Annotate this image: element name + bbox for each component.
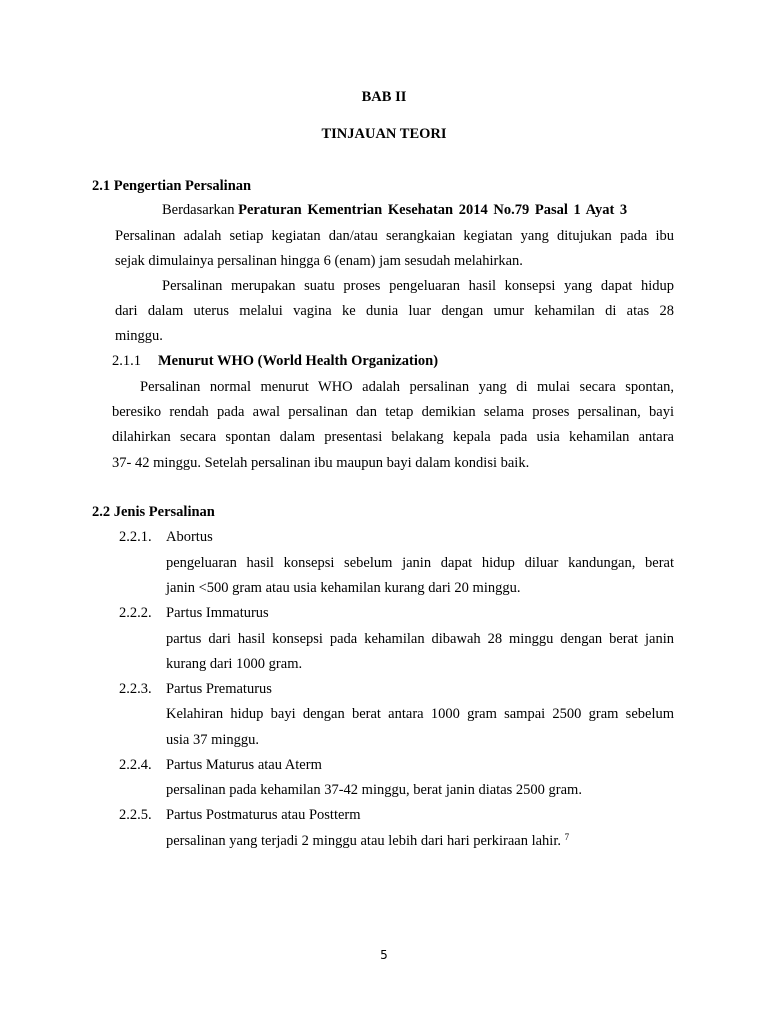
paragraph-line: dari dalam uterus melalui vagina ke dunia luar dengan umur kehamilan di atas 28 <box>115 303 674 319</box>
paragraph-line <box>162 201 627 219</box>
list-item-text: Kelahiran hidup bayi dengan berat antara 1000 gram sampai 2500 gram sebelum <box>166 706 674 722</box>
list-item-text: kurang dari 1000 gram. <box>166 656 303 672</box>
footnote-marker: 7 <box>564 832 570 842</box>
list-item-number: 2.2.2. <box>119 605 152 621</box>
page-number: 5 <box>380 948 388 962</box>
list-item-number: 2.2.3. <box>119 681 152 697</box>
section-heading: 2.2 Jenis Persalinan <box>92 504 215 520</box>
list-item-number: 2.2.1. <box>119 529 152 545</box>
paragraph-line: Persalinan normal menurut WHO adalah persalinan yang di mulai secara spontan, <box>140 379 674 395</box>
chapter-title: TINJAUAN TEORI <box>321 126 447 142</box>
list-item-text: usia 37 minggu. <box>166 732 260 748</box>
paragraph-line: 37- 42 minggu. Setelah persalinan ibu maupun bayi dalam kondisi baik. <box>112 455 530 471</box>
list-item-text: persalinan pada kehamilan 37-42 minggu, berat janin diatas 2500 gram. <box>166 782 582 798</box>
regulation-reference: Peraturan Kementrian Kesehatan 2014 No.79 Pasal 1 Ayat 3 <box>238 202 628 218</box>
section-heading: 2.1 Pengertian Persalinan <box>92 178 252 194</box>
chapter-heading: BAB II <box>361 89 407 105</box>
list-item-number: 2.2.4. <box>119 757 152 773</box>
subsection-heading: Menurut WHO (World Health Organization) <box>158 353 439 369</box>
paragraph-line: sejak dimulainya persalinan hingga 6 (enam) jam sesudah melahirkan. <box>115 253 523 269</box>
list-item-title: Partus Immaturus <box>166 605 269 621</box>
paragraph-line: minggu. <box>115 328 163 344</box>
list-item-title: Abortus <box>166 529 213 545</box>
list-item-text-line <box>166 832 569 850</box>
list-item-title: Partus Prematurus <box>166 681 272 697</box>
list-item-number: 2.2.5. <box>119 807 152 823</box>
list-item-text: partus dari hasil konsepsi pada kehamilan dibawah 28 minggu dengan berat janin <box>166 631 674 647</box>
paragraph-line: dilahirkan secara spontan dalam presentasi belakang kepala pada usia kehamilan antara <box>112 429 674 445</box>
list-item-title: Partus Postmaturus atau Postterm <box>166 807 361 823</box>
paragraph-text: Berdasarkan <box>162 202 239 218</box>
paragraph-line: Persalinan merupakan suatu proses pengeluaran hasil konsepsi yang dapat hidup <box>162 278 674 294</box>
subsection-number: 2.1.1 <box>112 353 141 369</box>
list-item-title: Partus Maturus atau Aterm <box>166 757 322 773</box>
paragraph-line: Persalinan adalah setiap kegiatan dan/atau serangkaian kegiatan yang ditujukan pada ibu <box>115 228 674 244</box>
list-item-text: janin <500 gram atau usia kehamilan kurang dari 20 minggu. <box>166 580 521 596</box>
list-item-text: persalinan yang terjadi 2 minggu atau lebih dari hari perkiraan lahir. <box>166 833 561 849</box>
paragraph-line: beresiko rendah pada awal persalinan dan tetap demikian selama proses persalinan, bayi <box>112 404 674 420</box>
list-item-text: pengeluaran hasil konsepsi sebelum janin dapat hidup diluar kandungan, berat <box>166 555 674 571</box>
